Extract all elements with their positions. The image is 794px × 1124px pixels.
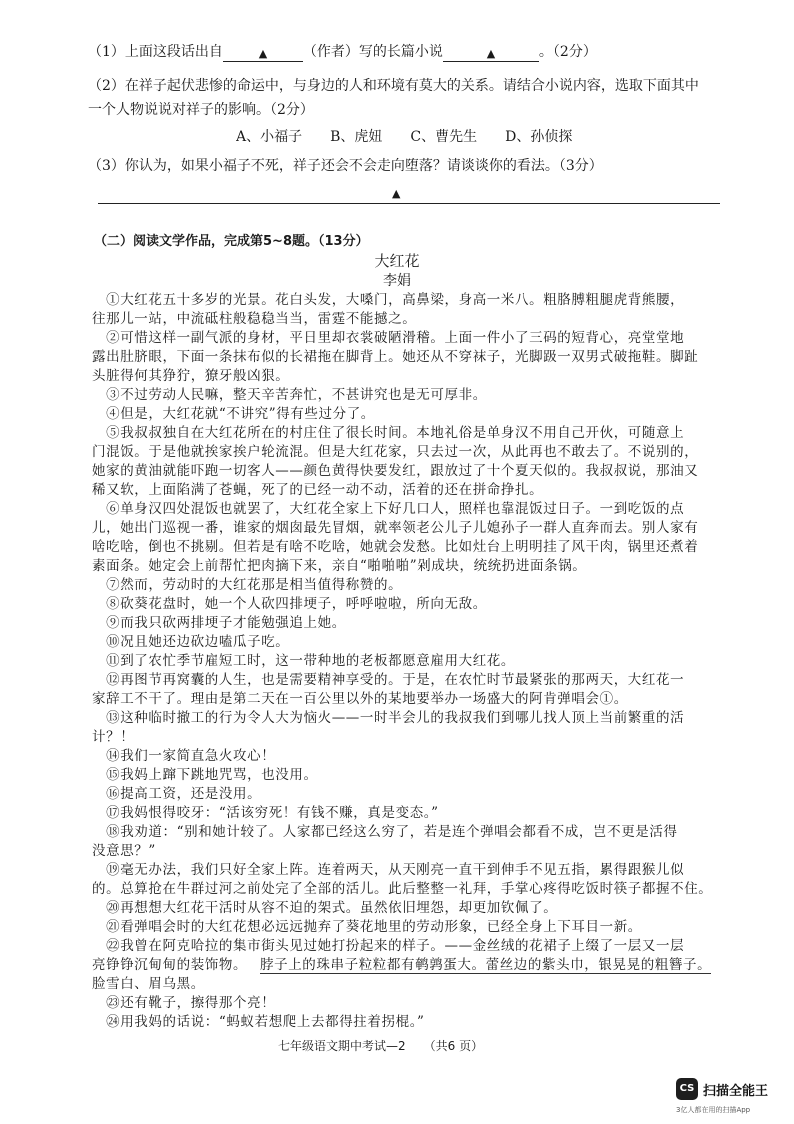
- article-line: ㉑看弹唱会时的大红花想必远远抛弃了葵花地里的劳动形象，已经全身上下耳目一新。: [92, 919, 642, 935]
- article-line: ⑮我妈上蹿下跳地咒骂，也没用。: [92, 767, 318, 783]
- article-line: ⑩况且她还边砍边嗑瓜子吃。: [92, 634, 290, 650]
- article-line: ⑥单身汉四处混饭也就罢了，大红花全家上下好几口人，照样也靠混饭过日子。一到吃饭的点: [92, 501, 685, 517]
- question-1-suffix: 。（2分）: [538, 44, 597, 60]
- question-2-options: A、小福子 B、虎妞 C、曹先生 D、孙侦探: [236, 129, 573, 145]
- article-line: 计？！: [92, 729, 135, 745]
- question-2-line-1: （2）在祥子起伏悲惨的命运中，与身边的人和环境有莫大的关系。请结合小说内容，选取下面其中: [88, 78, 699, 94]
- article-line: 啥吃啥，倒也不挑剔。但若是有啥不吃啥，她就会发愁。比如灶台上明明挂了风干肉，锅里还煮着: [92, 539, 699, 555]
- article-line: 儿，她出门巡视一番，谁家的烟囱最先冒烟，就率领老公儿子儿媳孙子一群人直奔而去。别人家有: [92, 520, 699, 536]
- article-line: 素面条。她定会上前帮忙把肉摘下来，亲自“啪啪啪”剁成块，统统扔进面条锅。: [92, 558, 587, 574]
- article-line: ⑬这种临时撤工的行为令人大为恼火——一时半会儿的我叔我们到哪儿找人顶上当前繁重的活: [92, 710, 685, 726]
- article-title: 大红花: [374, 252, 420, 270]
- article-line: 稀又软，上面陷满了苍蝇，死了的已经一动不动，活着的还在拼命挣扎。: [92, 482, 544, 498]
- answer-marker: ▲: [258, 47, 268, 60]
- article-line: 门混饭。于是他就挨家挨户轮流混。但是大红花家，只去过一次，从此再也不敢去了。不说别的，: [92, 444, 699, 460]
- article-line: 家辞工不干了。理由是第二天在一百公里以外的某地要举办一场盛大的阿肯弹唱会①。: [92, 691, 628, 707]
- article-line: 她家的黄油就能吓跑一切客人——颜色黄得快要发红，跟放过了十个夏天似的。我叔叔说，那油又: [92, 463, 699, 479]
- article-line: 的。总算抢在牛群过河之前处完了全部的活儿。此后整整一礼拜，手掌心疼得吃饭时筷子都握不住。: [92, 881, 713, 897]
- article-line: 头脏得何其狰狞，獠牙般凶狠。: [92, 368, 290, 384]
- article-line: ⑯提高工资，还是没用。: [92, 786, 262, 802]
- article-line: 脸雪白、眉乌黑。: [92, 976, 205, 992]
- article-author: 李娟: [383, 273, 411, 289]
- article-line: ⑤我叔叔独自在大红花所在的村庄住了很长时间。本地礼俗是单身汉不用自己开伙，可随意上: [92, 425, 685, 441]
- answer-marker: ▲: [392, 187, 401, 200]
- article-line: ⑪到了农忙季节雇短工时，这一带种地的老板都愿意雇用大红花。: [92, 653, 515, 669]
- article-line: ㉔用我妈的话说：“蚂蚁若想爬上去都得拄着拐棍。”: [92, 1014, 425, 1030]
- article-line: ⑳再想想大红花干活时从容不迫的架式。虽然依旧埋怨，却更加钦佩了。: [92, 900, 558, 916]
- question-1-prefix: （1）上面这段话出自: [88, 44, 223, 60]
- article-line: ③不过劳动人民嘛，整天辛苦奔忙，不甚讲究也是无可厚非。: [92, 387, 487, 403]
- article-line: ①大红花五十多岁的光景。花白头发，大嗓门，高鼻梁，身高一米八。粗胳膊粗腿虎背熊腰，: [92, 292, 685, 308]
- article-line: ⑦然而，劳动时的大红花那是相当值得称赞的。: [92, 577, 403, 593]
- article-line: ⑱我劝道：“别和她计较了。人家都已经这么穷了，若是连个弹唱会都看不成，岂不更是活得: [92, 824, 678, 840]
- article-line: 亮铮铮沉甸甸的装饰物。: [92, 957, 248, 973]
- brand-subtitle: 3亿人都在用的扫描App: [676, 1106, 751, 1114]
- underlined-sentence: 脖子上的珠串子粒粒都有鹌鹑蛋大。蕾丝边的紫头巾，银晃晃的粗簪子。: [260, 957, 712, 973]
- article-line: ㉓还有靴子，擦得那个亮！: [92, 995, 276, 1011]
- article-line: ⑰我妈恨得咬牙：“活该穷死！有钱不赚，真是变态。”: [92, 805, 439, 821]
- brand-name: 扫描全能王: [703, 1084, 769, 1099]
- article-line: ⑭我们一家简直急火攻心！: [92, 748, 276, 764]
- answer-marker: ▲: [486, 47, 496, 60]
- question-1: [88, 42, 728, 62]
- question-3: （3）你认为，如果小福子不死，祥子还会不会走向堕落？请谈谈你的看法。（3分）: [88, 158, 603, 174]
- author-answer-blank[interactable]: [223, 43, 303, 62]
- question-2-line-2: 一个人物说说对祥子的影响。（2分）: [88, 102, 314, 118]
- camscanner-logo-icon: CS: [676, 1078, 698, 1100]
- page-footer: 七年级语文期中考试—2 （共6 页）: [278, 1039, 484, 1053]
- answer-line[interactable]: [98, 203, 720, 204]
- article-line: 没意思？”: [92, 843, 156, 859]
- article-line: ④但是，大红花就“不讲究”得有些过分了。: [92, 406, 375, 422]
- article-line: ⑫再图节再窝囊的人生，也是需要精神享受的。于是，在农忙时节最紧张的那两天，大红花一: [92, 672, 685, 688]
- article-line: ⑲毫无办法，我们只好全家上阵。连着两天，从天刚亮一直干到伸手不见五指，累得跟猴儿似: [92, 862, 685, 878]
- article-line: ⑨而我只砍两排埂子才能勉强追上她。: [92, 615, 346, 631]
- article-line: ②可惜这样一副气派的身材，平日里却衣裳破陋滑稽。上面一件小了三码的短背心，亮堂堂地: [92, 330, 685, 346]
- article-line: ㉒我曾在阿克哈拉的集市街头见过她打扮起来的样子。——金丝绒的花裙子上缀了一层又一层: [92, 938, 685, 954]
- novel-answer-blank[interactable]: [443, 43, 539, 62]
- article-line: 露出肚脐眼，下面一条抹布似的长裙拖在脚背上。她还从不穿袜子，光脚趿一双男式破拖鞋。脚趾: [92, 349, 699, 365]
- article-line: ⑧砍葵花盘时，她一个人砍四排埂子，呼呼啦啦，所向无敌。: [92, 596, 487, 612]
- question-1-mid: （作者）写的长篇小说: [302, 44, 443, 60]
- article-line: 往那儿一站，中流砥柱般稳稳当当，雷霆不能撼之。: [92, 311, 417, 327]
- section-heading: （二）阅读文学作品，完成第5~8题。（13分）: [94, 234, 369, 249]
